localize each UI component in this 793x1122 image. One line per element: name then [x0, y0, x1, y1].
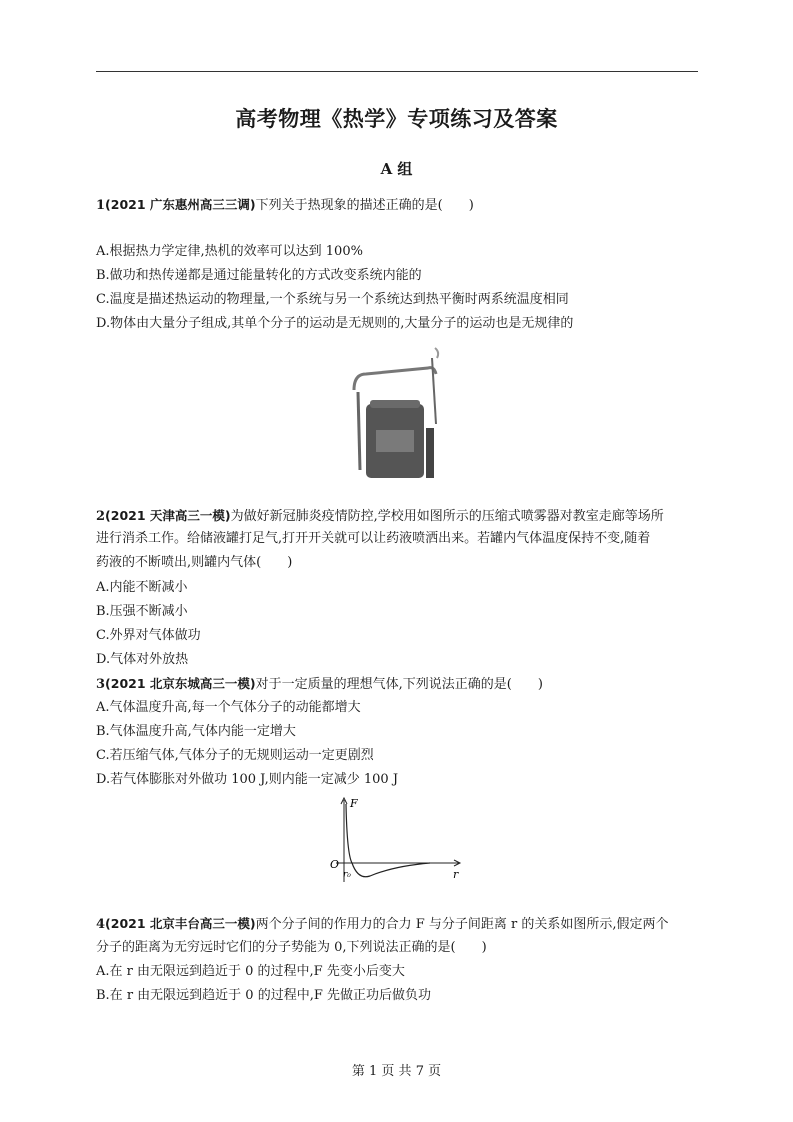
- question-2-stem-line-3: 药液的不断喷出,则罐内气体( ): [96, 555, 293, 570]
- group-label: A 组: [380, 160, 413, 178]
- question-2-option-a: A.内能不断减小: [96, 580, 188, 595]
- force-distance-figure: [322, 792, 468, 884]
- sprayer-figure: [340, 344, 446, 488]
- question-3-stem: [96, 674, 543, 695]
- question-1-option-c: C.温度是描述热运动的物理量,一个系统与另一个系统达到热平衡时两系统温度相同: [96, 292, 569, 307]
- question-4-option-a: A.在 r 由无限远到趋近于 0 的过程中,F 先变小后变大: [96, 964, 405, 979]
- page-title: 高考物理《热学》专项练习及答案: [235, 107, 558, 131]
- question-source: (2021 天津高三一模): [105, 508, 231, 523]
- y-axis-label: F: [350, 797, 358, 810]
- question-source: (2021 北京丰台高三一模): [105, 916, 256, 931]
- sprayer-pump-rod: [358, 392, 360, 470]
- question-3-option-c: C.若压缩气体,气体分子的无规则运动一定更剧烈: [96, 748, 374, 763]
- question-1-stem: [96, 195, 474, 216]
- question-4-stem-line-1: [96, 914, 669, 935]
- sprayer-hose: [426, 428, 434, 478]
- question-number: 2: [96, 509, 106, 524]
- origin-label: O: [330, 858, 340, 871]
- sprayer-tank-lid: [370, 400, 420, 408]
- sprayer-label-plate: [376, 430, 414, 452]
- question-number: 4: [96, 917, 106, 932]
- header-rule: [96, 71, 698, 72]
- question-number: 3: [96, 677, 106, 692]
- question-2-stem-line-2: 进行消杀工作。给储液罐打足气,打开开关就可以让药液喷洒出来。若罐内气体温度保持不变,随着: [96, 531, 651, 546]
- question-3-option-b: B.气体温度升高,气体内能一定增大: [96, 724, 296, 739]
- question-3-option-d: D.若气体膨胀对外做功 100 J,则内能一定减少 100 J: [96, 772, 399, 787]
- r0-label: r₀: [343, 870, 351, 880]
- question-3-option-a: A.气体温度升高,每一个气体分子的动能都增大: [96, 700, 361, 715]
- question-2-stem-line-1: [96, 506, 664, 527]
- question-2-option-c: C.外界对气体做功: [96, 628, 201, 643]
- question-text: 下列关于热现象的描述正确的是( ): [255, 198, 474, 213]
- question-4-stem-line-2: 分子的距离为无穷远时它们的分子势能为 0,下列说法正确的是( ): [96, 940, 487, 955]
- question-text: 为做好新冠肺炎疫情防控,学校用如图所示的压缩式喷雾器对教室走廊等场所: [230, 509, 664, 524]
- page-footer: 第 1 页 共 7 页: [351, 1064, 442, 1079]
- force-curve: [346, 804, 430, 877]
- x-axis-label: r: [453, 868, 459, 881]
- question-text: 两个分子间的作用力的合力 F 与分子间距离 r 的关系如图所示,假定两个: [255, 917, 669, 932]
- question-source: (2021 广东惠州高三三调): [105, 197, 256, 212]
- question-4-option-b: B.在 r 由无限远到趋近于 0 的过程中,F 先做正功后做负功: [96, 988, 431, 1003]
- question-2-option-d: D.气体对外放热: [96, 652, 189, 667]
- sprayer-nozzle: [435, 348, 438, 358]
- question-1-option-a: A.根据热力学定律,热机的效率可以达到 100%: [96, 244, 363, 259]
- question-text: 对于一定质量的理想气体,下列说法正确的是( ): [255, 677, 543, 692]
- question-1-option-b: B.做功和热传递都是通过能量转化的方式改变系统内能的: [96, 268, 422, 283]
- question-1-option-d: D.物体由大量分子组成,其单个分子的运动是无规则的,大量分子的运动也是无规律的: [96, 316, 574, 331]
- question-source: (2021 北京东城高三一模): [105, 676, 256, 691]
- question-number: 1: [96, 198, 106, 213]
- question-2-option-b: B.压强不断减小: [96, 604, 188, 619]
- sprayer-handle: [354, 368, 436, 390]
